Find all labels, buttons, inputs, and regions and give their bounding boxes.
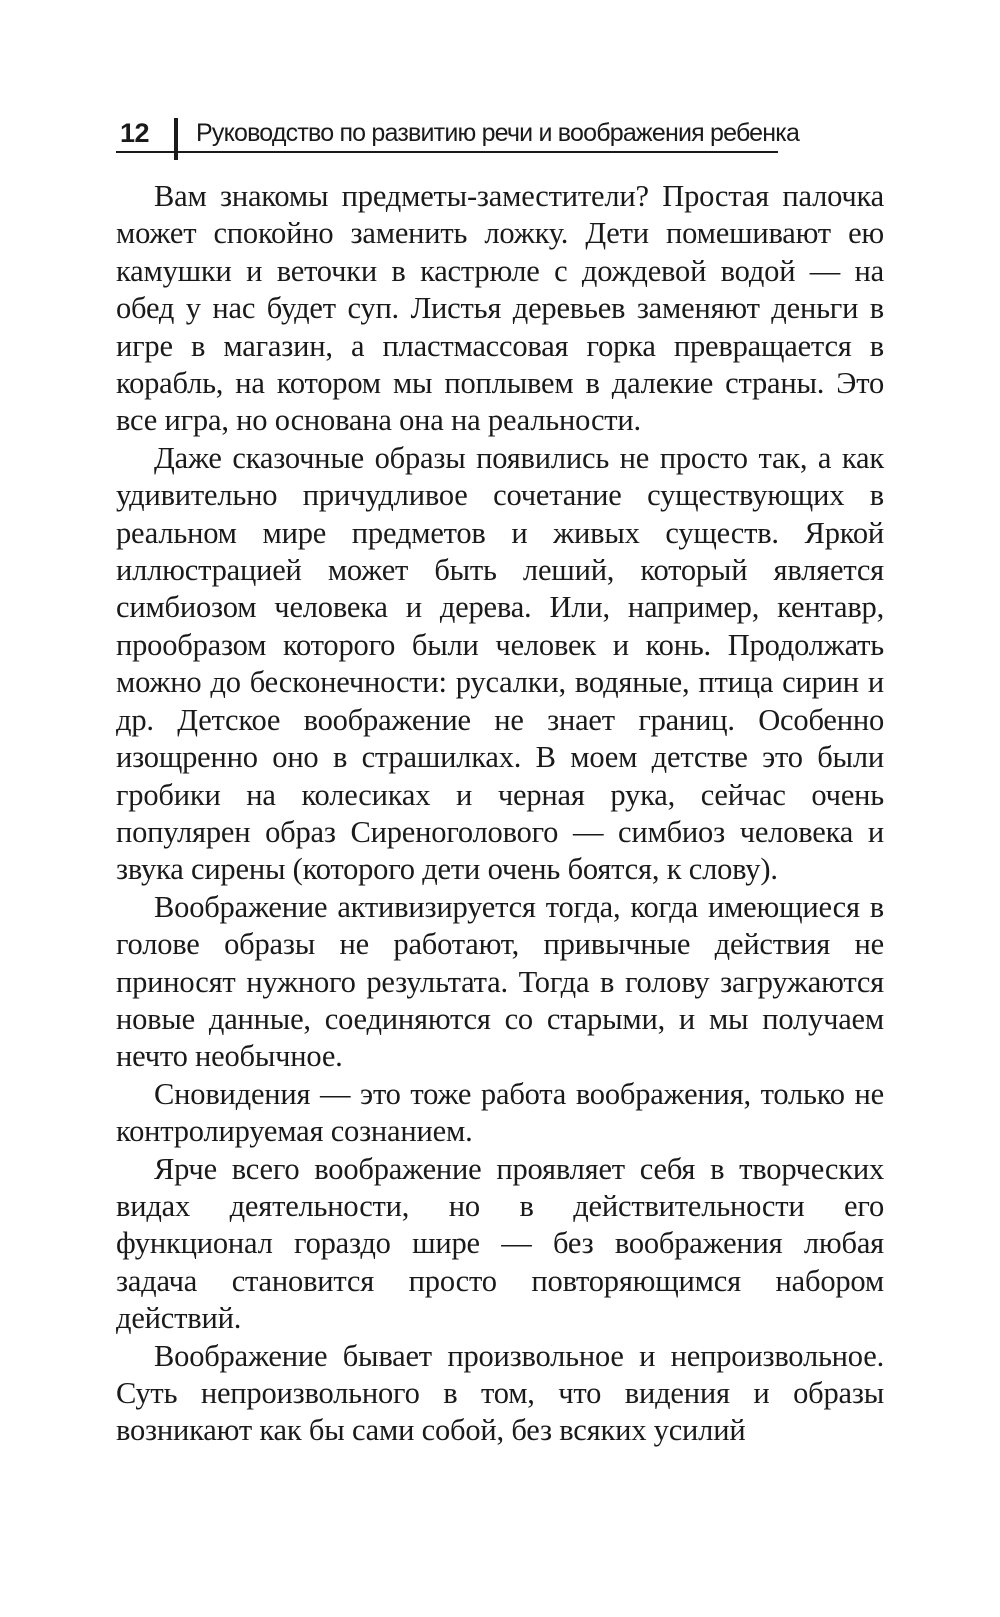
paragraph: Воображение активизируется тогда, когда имеющиеся в голове образы не работают, привычные действия не приносят нужного результата. Тогда в голову загружаются новые данные, соединяются со старыми, и мы получаем нечто необычное. <box>116 889 884 1074</box>
page-number: 12 <box>120 118 150 148</box>
paragraph: Вам знакомы предметы-заместители? Простая палочка может спокойно заменить ложку. Дети помешивают ею камушки и веточки в кастрюле с дождевой водой — на обед у нас будет суп. Листья деревьев заменяют деньги в игре в магазин, а пластмассовая горка превращается в корабль, на котором мы поплывем в далекие страны. Это все игра, но основана она на реальности. <box>116 179 884 438</box>
header-divider <box>174 118 178 160</box>
running-header <box>116 108 800 160</box>
header-rule <box>116 151 778 153</box>
header-title: Руководство по развитию речи и воображения ребенка <box>196 119 800 147</box>
paragraph: Даже сказочные образы появились не просто так, а как удивительно причудливое сочетание существующих в реальном мире предметов и живых существ. Яркой иллюстрацией может быть леший, который является симбиозом человека и дерева. Или, например, кентавр, прообразом которого были человек и конь. Продолжать можно до бесконечности: русалки, водяные, птица сирин и др. Детское воображение не знает границ. Особенно изощренно оно в страшилках. В моем детстве это были гробики на колесиках и черная рука, сейчас очень популярен образ Сиреноголового — симбиоз человека и звука сирены (которого дети очень боятся, к слову). <box>116 440 884 887</box>
paragraph: Воображение бывает произвольное и непроизвольное. Суть непроизвольного в том, что видения и образы возникают как бы сами собой, без всяких усилий <box>116 1338 884 1448</box>
paragraph: Ярче всего воображение проявляет себя в творческих видах деятельности, но в действительности его функционал гораздо шире — без воображения любая задача становится просто повторяющимся набором действий. <box>116 1151 884 1336</box>
paragraph: Сновидения — это тоже работа воображения, только не контролируемая сознанием. <box>116 1076 884 1149</box>
body-text <box>116 178 884 1450</box>
